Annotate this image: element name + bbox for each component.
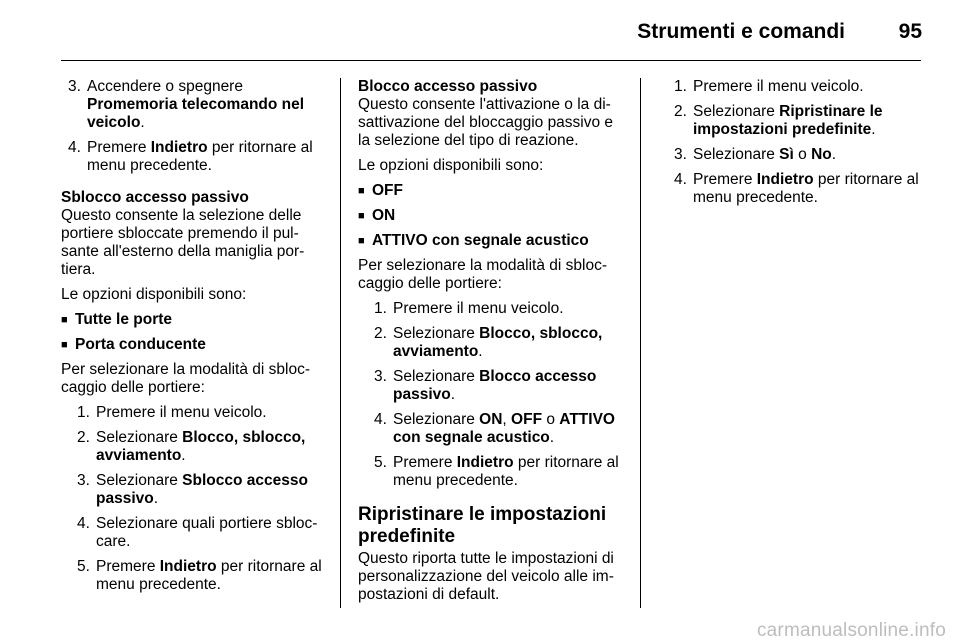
list-item: 3. Selezionare Blocco accesso passivo. — [374, 368, 597, 403]
page-number: 95 — [898, 20, 922, 43]
step-list — [358, 300, 620, 490]
list-item: 4. Selezionare quali portiere sbloc-care. — [77, 515, 318, 550]
list-item: 4. Premere Indietro per ritornare al menu precedente. — [68, 139, 313, 174]
column-right — [667, 78, 929, 215]
list-item: 2. Selezionare Ripristinare le impostazioni predefinite. — [674, 103, 883, 138]
list-item: 1. Premere il menu veicolo. — [374, 300, 564, 317]
list-item: 5. Premere Indietro per ritornare al menu precedente. — [77, 558, 322, 593]
header-divider — [61, 60, 921, 61]
list-item: 1. Premere il menu veicolo. — [674, 78, 864, 95]
page-header — [0, 0, 960, 62]
list-item: 2. Selezionare Blocco, sblocco, avviamento. — [77, 429, 306, 464]
paragraph: Questo consente l'attivazione o la di-sattivazione del bloccaggio passivo e la selezione del tipo di reazione. — [358, 96, 614, 149]
paragraph: Per selezionare la modalità di sbloc-caggio delle portiere: — [61, 361, 310, 396]
column-left — [61, 78, 323, 602]
section-heading: Blocco accesso passivo — [358, 78, 538, 95]
paragraph: Le opzioni disponibili sono: — [61, 286, 247, 303]
list-item: 2. Selezionare Blocco, sblocco, avviamento. — [374, 325, 603, 360]
list-item: 3. Selezionare Sblocco accesso passivo. — [77, 472, 308, 507]
paragraph: Questo consente la selezione delle portiere sbloccate premendo il pul-sante all'esterno della maniglia por-tiera. — [61, 207, 305, 278]
header-title: Strumenti e comandi — [637, 20, 845, 43]
column-divider-right — [640, 78, 641, 608]
list-item: 3. Selezionare Sì o No. — [674, 146, 837, 163]
list-item: 1. Premere il menu veicolo. — [77, 404, 267, 421]
step-list — [61, 404, 323, 594]
top-step-list — [61, 78, 323, 175]
step-list — [667, 78, 929, 207]
column-middle — [358, 78, 620, 611]
section-heading: Sblocco accesso passivo — [61, 189, 249, 206]
list-item: ■ ATTIVO con segnale acustico — [358, 232, 620, 250]
paragraph: Le opzioni disponibili sono: — [358, 157, 544, 174]
list-item: 3. Accendere o spegnere Promemoria telecomando nel veicolo. — [68, 78, 305, 131]
list-item: 5. Premere Indietro per ritornare al menu precedente. — [374, 454, 619, 489]
list-item: ■ Tutte le porte — [61, 311, 323, 329]
section-title: Ripristinare le impostazioni predefinite — [358, 504, 607, 547]
list-item: 4. Selezionare ON, OFF o ATTIVO con segnale acustico. — [374, 411, 615, 446]
list-item: ■ Porta conducente — [61, 336, 323, 354]
list-item: ■ ON — [358, 207, 620, 225]
paragraph: Per selezionare la modalità di sbloc-caggio delle portiere: — [358, 257, 607, 292]
list-item: 4. Premere Indietro per ritornare al menu precedente. — [674, 171, 919, 206]
options-list — [61, 311, 323, 354]
paragraph: Questo riporta tutte le impostazioni di personalizzazione del veicolo alle im-postazioni di default. — [358, 550, 614, 603]
options-list — [358, 182, 620, 250]
watermark-link[interactable]: carmanualsonline.info — [756, 620, 946, 641]
column-divider-left — [340, 78, 341, 608]
list-item: ■ OFF — [358, 182, 620, 200]
